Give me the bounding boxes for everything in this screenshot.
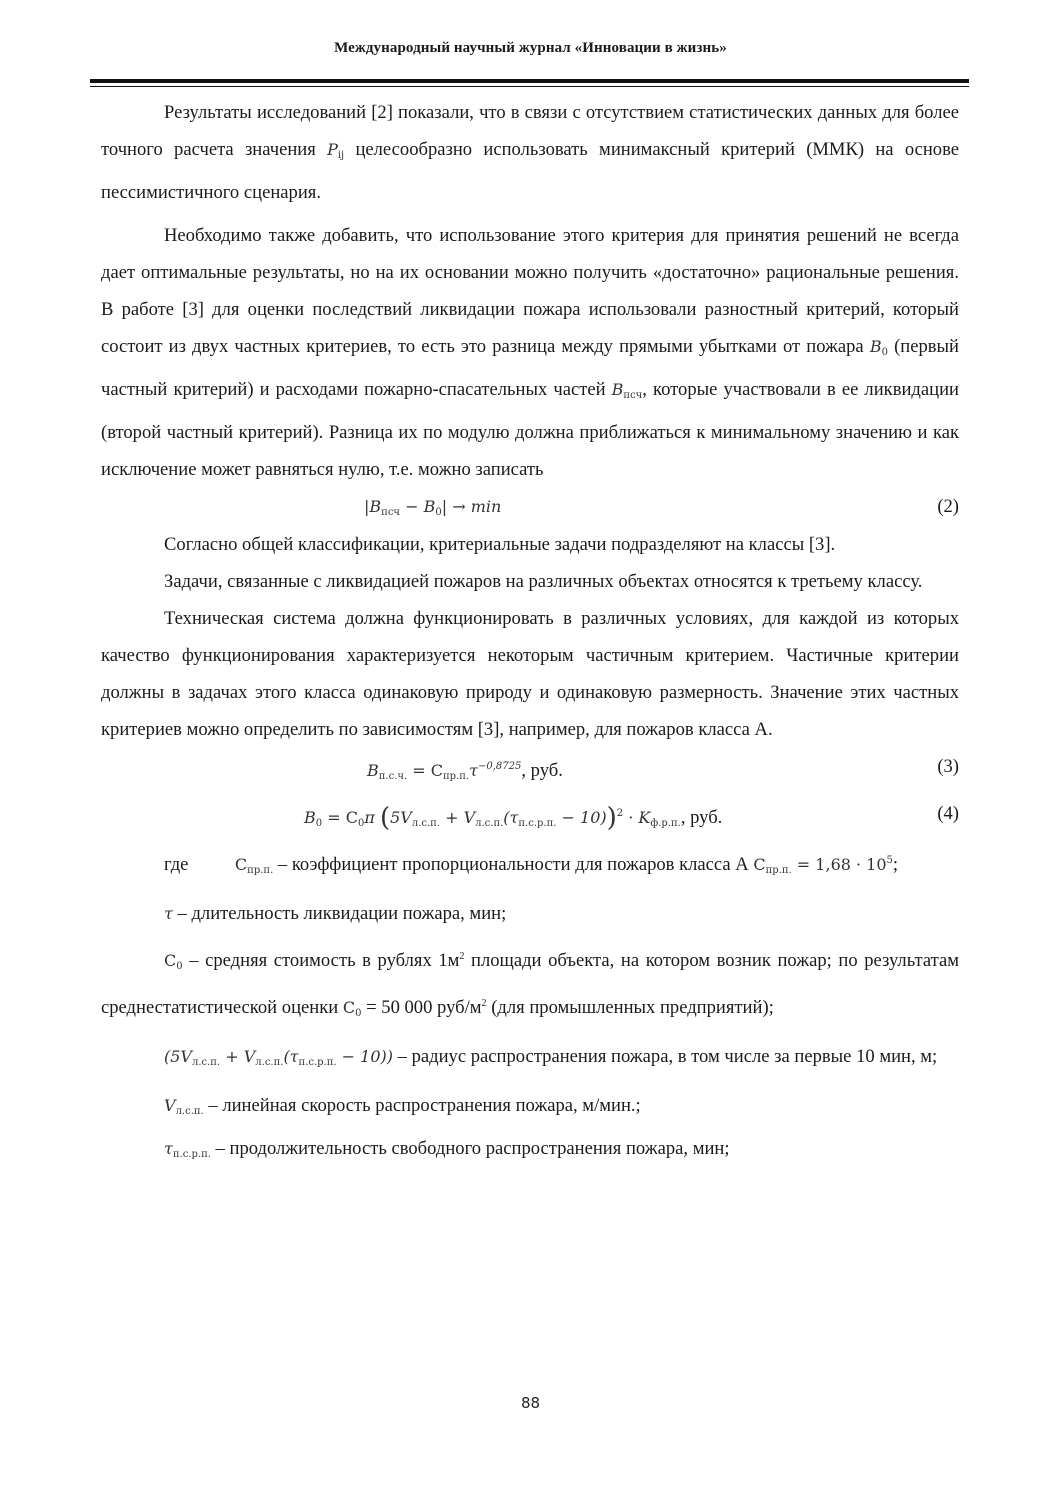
header-rule-thin xyxy=(90,86,969,87)
equation-3-body: $B_{п.с.ч.} = C_{пр.п.}\tau^{-0,8725}$, руб. xyxy=(367,760,563,782)
p2-text-c: , которые участвовали в ее ликвидации (второй частный критерий). Разница их по модулю должна приближаться к минимальному значению и как исключение может равняться нулю, т.е. можно записать xyxy=(101,379,959,480)
symbol-b-psch: $B_{псч}$ xyxy=(611,380,643,401)
paragraph-2 xyxy=(101,217,959,488)
equation-3 xyxy=(101,748,959,786)
p1-text-b: целесообразно использовать минимаксный критерий (ММК) на основе пессимистичного сценария. xyxy=(101,139,959,203)
journal-header: Международный научный журнал «Инновации в жизнь» xyxy=(334,40,727,56)
paragraph-5: Техническая система должна функционировать в различных условиях, для каждой из которых качество функционирования характеризуется некоторым частичным критерием. Частичные критерии должны в задачах этого класса одинаковую природу и одинаковую размерность. Значение этих частных критериев можно определить по зависимостям [3], например, для пожаров класса А. xyxy=(101,608,959,740)
equation-4-number: (4) xyxy=(937,803,959,824)
equation-3-number: (3) xyxy=(937,756,959,777)
equation-4-body: $B_0 = C_0\pi$ $(5V_{л.с.п.} + V_{л.с.п.}(\tau_{п.с.р.п.} - 10))^2 \cdot K_{ф.р.п.}$, руб. xyxy=(304,803,723,833)
definition-c0: $C_0$ – средняя стоимость в рублях $1м^2$ площади объекта, на котором возник пожар; по результатам среднестатистической оценки $C_0 = 50$ 000 руб/$м^2$ (для промышленных предприятий); xyxy=(101,950,959,1019)
article-body xyxy=(101,94,959,1173)
paragraph-4: Задачи, связанные с ликвидацией пожаров на различных объектах относятся к третьему классу. xyxy=(164,571,923,592)
definition-c-pr-p: где $C_{пр.п.}$ – коэффициент пропорциональности для пожаров класса А $C_{пр.п.} = 1,68 \cdot 10^5$; xyxy=(164,854,899,876)
equation-4 xyxy=(101,786,959,842)
p2-text-a: Необходимо также добавить, что использование этого критерия для принятия решений не всегда дает оптимальные результаты, но на их основании можно получить «достаточно» рациональные решения. В работе [3] для оценки последствий ликвидации пожара использовали разностный критерий, который состоит из двух частных критериев, то есть это разница между прямыми убытками от пожара xyxy=(101,225,959,357)
definition-radius: $(5V_{л.с.п.} + V_{л.с.п.}(\tau_{п.с.р.п.} - 10))$ – радиус распространения пожара, в том числе за первые 10 мин, м; xyxy=(164,1046,938,1068)
definition-tau: τ – длительность ликвидации пожара, мин; xyxy=(164,903,507,924)
paragraph-3: Согласно общей классификации, критериальные задачи подразделяют на классы [3]. xyxy=(164,534,836,555)
definition-tau-pspp: $\tau_{п.с.р.п.}$ – продолжительность свободного распространения пожара, мин; xyxy=(164,1138,730,1160)
paragraph-1 xyxy=(101,94,959,211)
p2-text-b: (первый частный критерий) и расходами пожарно-спасательных частей xyxy=(101,336,959,400)
definition-v-lsp: $V_{л.с.п.}$ – линейная скорость распространения пожара, м/мин.; xyxy=(164,1095,641,1117)
equation-2-body: $|B_{псч} - B_0| \to \min$ xyxy=(364,497,502,518)
page-number: 88 xyxy=(520,1394,541,1412)
p1-text-a: Результаты исследований [2] показали, что в связи с отсутствием статистических данных для более точного расчета значения xyxy=(101,102,959,160)
symbol-b0: $B_0$ xyxy=(869,337,888,358)
symbol-p-ij: $P_{ij}$ xyxy=(327,140,345,161)
equation-2 xyxy=(101,488,959,526)
header-rule-thick xyxy=(90,79,969,83)
equation-2-number: (2) xyxy=(937,496,959,517)
